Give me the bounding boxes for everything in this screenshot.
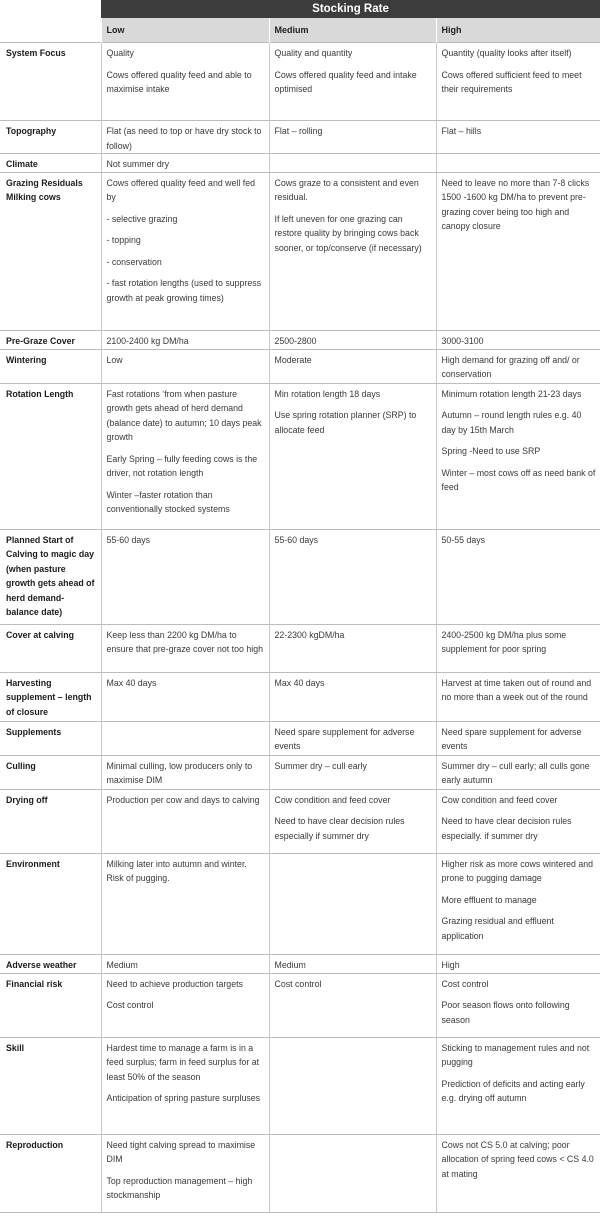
cell-text: - fast rotation lengths (used to suppress growth at peak growing times) [106, 278, 262, 303]
table-row [0, 383, 600, 529]
cell-low [101, 853, 269, 954]
cell-text: Cows offered quality feed and able to maximise intake [106, 69, 252, 94]
cell-text: Use spring rotation planner (SRP) to allocate feed [274, 410, 417, 435]
cell-text: - topping [106, 235, 141, 245]
table-row [0, 721, 600, 755]
cell-text: Poor season flows onto following season [441, 1000, 570, 1025]
cell-text: Winter – most cows off as need bank of feed [441, 467, 596, 492]
title-band [0, 0, 600, 18]
cell-high [436, 529, 600, 624]
cell-text: Need spare supplement for adverse events [274, 726, 415, 751]
cell-low [101, 121, 269, 154]
cell-text: Medium [274, 959, 306, 970]
cell-low [101, 721, 269, 755]
cell-text: Quality [106, 48, 134, 58]
cell-low [101, 954, 269, 973]
row-label: Harvesting supplement – length of closure [0, 672, 101, 721]
cell-medium [269, 383, 436, 529]
cell-high [436, 172, 600, 330]
row-label: Wintering [0, 349, 101, 383]
cell-text: More effluent to manage [441, 894, 537, 905]
table-row [0, 672, 600, 721]
row-label: Planned Start of Calving to magic day (when pasture growth gets ahead of herd demand- balance date) [0, 529, 101, 624]
column-header-high: High [436, 18, 600, 43]
cell-text: - selective grazing [106, 213, 178, 224]
cell-text: Max 40 days [274, 677, 325, 688]
cell-low [101, 529, 269, 624]
cell-low [101, 383, 269, 529]
cell-low [101, 43, 269, 121]
cell-medium [269, 672, 436, 721]
cell-text: 2400-2500 kg DM/ha plus some supplement for poor spring [441, 629, 567, 654]
cell-text: Anticipation of spring pasture surpluses [106, 1093, 261, 1103]
cell-text: 3000-3100 [441, 335, 484, 346]
table-row [0, 330, 600, 349]
table-row [0, 43, 600, 121]
corner-cell [0, 0, 101, 18]
cell-text: Need to leave no more than 7-8 clicks 1500 -1600 kg DM/ha to prevent pre-grazing cover being too high and canopy closure [441, 177, 590, 231]
cell-text: Quality and quantity [274, 48, 353, 58]
cell-text: 2500-2800 [274, 335, 317, 346]
row-label: Climate [0, 154, 101, 173]
cell-text: Cow condition and feed cover [274, 794, 391, 805]
cell-text: Cows offered quality feed and well fed by [106, 177, 255, 202]
row-label: Drying off [0, 789, 101, 853]
cell-text: Summer dry – cull early [274, 760, 367, 771]
cell-medium [269, 154, 436, 173]
cell-low [101, 330, 269, 349]
cell-text: Cost control [441, 978, 489, 989]
cell-text: Milking later into autumn and winter. Risk of pugging. [106, 858, 247, 883]
row-label: Reproduction [0, 1134, 101, 1212]
cell-medium [269, 43, 436, 121]
cell-low [101, 349, 269, 383]
cell-text: 50-55 days [441, 534, 486, 545]
cell-text: Quantity (quality looks after itself) [441, 48, 572, 58]
cell-text: High [441, 959, 460, 970]
cell-high [436, 121, 600, 154]
table-row [0, 853, 600, 954]
cell-text: Flat (as need to top or have dry stock to follow) [106, 126, 262, 151]
cell-medium [269, 349, 436, 383]
cell-text: Cost control [106, 1000, 154, 1010]
cell-text: 2100-2400 kg DM/ha [106, 335, 189, 346]
row-label: Culling [0, 755, 101, 789]
cell-text: Not summer dry [106, 159, 170, 169]
row-label: Rotation Length [0, 383, 101, 529]
cell-low [101, 1037, 269, 1134]
cell-text: Need to achieve production targets [106, 978, 243, 989]
row-label: Topography [0, 121, 101, 154]
cell-high [436, 853, 600, 954]
cell-text: Cow condition and feed cover [441, 794, 558, 805]
cell-medium [269, 973, 436, 1037]
cell-high [436, 330, 600, 349]
cell-text: Fast rotations ‘from when pasture growth gets ahead of herd demand (balance date) to autumn; 10 days peak growth [106, 388, 262, 442]
cell-text: Cows not CS 5.0 at calving; poor allocation of spring feed cows < CS 4.0 at mating [441, 1139, 594, 1179]
row-label: Environment [0, 853, 101, 954]
cell-text: Need spare supplement for adverse events [441, 726, 582, 751]
cell-high [436, 789, 600, 853]
cell-text: 55-60 days [106, 534, 151, 545]
cell-text: High demand for grazing off and/ or conservation [441, 354, 580, 379]
cell-text: - conservation [106, 256, 162, 267]
cell-text: Winter –faster rotation than conventionally stocked systems [106, 489, 230, 514]
cell-low [101, 624, 269, 672]
cell-high [436, 43, 600, 121]
cell-low [101, 755, 269, 789]
cell-text: Early Spring – fully feeding cows is the driver, not rotation length [106, 453, 258, 478]
cell-text: Prediction of deficits and acting early e.g. drying off autumn [441, 1078, 585, 1103]
cell-medium [269, 529, 436, 624]
column-header-row [0, 18, 600, 43]
cell-text: 55-60 days [274, 534, 319, 545]
cell-text: Spring -Need to use SRP [441, 446, 541, 456]
table-body [0, 43, 600, 1213]
cell-medium [269, 755, 436, 789]
cell-text: Top reproduction management – high stockmanship [106, 1175, 253, 1200]
cell-text: Production per cow and days to calving [106, 794, 260, 805]
cell-medium [269, 1037, 436, 1134]
cell-text: If left uneven for one grazing can restore quality by bringing cows back sooner, or top/conserve (if necessary) [274, 213, 422, 253]
cell-text: 22-2300 kgDM/ha [274, 629, 345, 640]
cell-text: Cost control [274, 978, 322, 989]
table-row [0, 529, 600, 624]
table-row [0, 154, 600, 173]
cell-low [101, 789, 269, 853]
cell-high [436, 672, 600, 721]
cell-low [101, 973, 269, 1037]
cell-text: Flat – rolling [274, 126, 323, 136]
cell-high [436, 1134, 600, 1212]
cell-low [101, 154, 269, 173]
table-row [0, 1037, 600, 1134]
row-label: Cover at calving [0, 624, 101, 672]
column-header-medium: Medium [269, 18, 436, 43]
cell-low [101, 672, 269, 721]
cell-text: Summer dry – cull early; all culls gone early autumn [441, 760, 590, 785]
row-label: Supplements [0, 721, 101, 755]
cell-high [436, 154, 600, 173]
cell-medium [269, 121, 436, 154]
table-row [0, 1134, 600, 1212]
cell-text: Autumn – round length rules e.g. 40 day by 15th March [441, 410, 582, 435]
cell-text: Cows offered sufficient feed to meet their requirements [441, 69, 582, 94]
cell-medium [269, 330, 436, 349]
cell-high [436, 1037, 600, 1134]
corner-cell [0, 18, 101, 43]
cell-text: Hardest time to manage a farm is in a feed surplus; farm in feed surplus for at least 50% of the season [106, 1042, 260, 1082]
cell-text: Higher risk as more cows wintered and prone to pugging damage [441, 858, 594, 883]
cell-high [436, 721, 600, 755]
cell-text: Cows graze to a consistent and even residual. [274, 177, 419, 202]
table-row [0, 973, 600, 1037]
cell-medium [269, 721, 436, 755]
row-label: System Focus [0, 43, 101, 121]
row-label: Financial risk [0, 973, 101, 1037]
cell-medium [269, 1134, 436, 1212]
row-label: Grazing Residuals Milking cows [0, 172, 101, 330]
cell-text: Need to have clear decision rules especially. if summer dry [441, 816, 572, 841]
row-label: Skill [0, 1037, 101, 1134]
table-row [0, 954, 600, 973]
cell-text: Sticking to management rules and not pugging [441, 1042, 590, 1067]
cell-text: Minimum rotation length 21-23 days [441, 388, 582, 399]
cell-medium [269, 624, 436, 672]
cell-medium [269, 789, 436, 853]
cell-high [436, 973, 600, 1037]
row-label: Adverse weather [0, 954, 101, 973]
table-title: Stocking Rate [101, 0, 600, 18]
cell-low [101, 172, 269, 330]
cell-text: Harvest at time taken out of round and no more than a week out of the round [441, 677, 592, 702]
cell-text: Cows offered quality feed and intake optimised [274, 69, 417, 94]
table-row [0, 789, 600, 853]
cell-high [436, 383, 600, 529]
cell-text: Keep less than 2200 kg DM/ha to ensure that pre-graze cover not too high [106, 629, 263, 654]
table-row [0, 624, 600, 672]
cell-high [436, 349, 600, 383]
table-row [0, 349, 600, 383]
cell-text: Need to have clear decision rules especially if summer dry [274, 816, 405, 841]
cell-medium [269, 853, 436, 954]
cell-medium [269, 954, 436, 973]
cell-text: Grazing residual and effluent application [441, 916, 554, 941]
cell-low [101, 1134, 269, 1212]
cell-text: Min rotation length 18 days [274, 388, 381, 399]
cell-text: Need tight calving spread to maximise DIM [106, 1139, 256, 1164]
cell-text: Minimal culling, low producers only to maximise DIM [106, 760, 253, 785]
row-label: Pre-Graze Cover [0, 330, 101, 349]
cell-medium [269, 172, 436, 330]
cell-text: Medium [106, 959, 138, 970]
cell-text: Flat – hills [441, 126, 482, 136]
cell-text: Low [106, 354, 123, 365]
cell-high [436, 755, 600, 789]
table-row [0, 755, 600, 789]
cell-high [436, 954, 600, 973]
cell-text: Max 40 days [106, 677, 157, 688]
column-header-low: Low [101, 18, 269, 43]
cell-high [436, 624, 600, 672]
table-row [0, 121, 600, 154]
table-row [0, 172, 600, 330]
cell-text: Moderate [274, 354, 312, 365]
